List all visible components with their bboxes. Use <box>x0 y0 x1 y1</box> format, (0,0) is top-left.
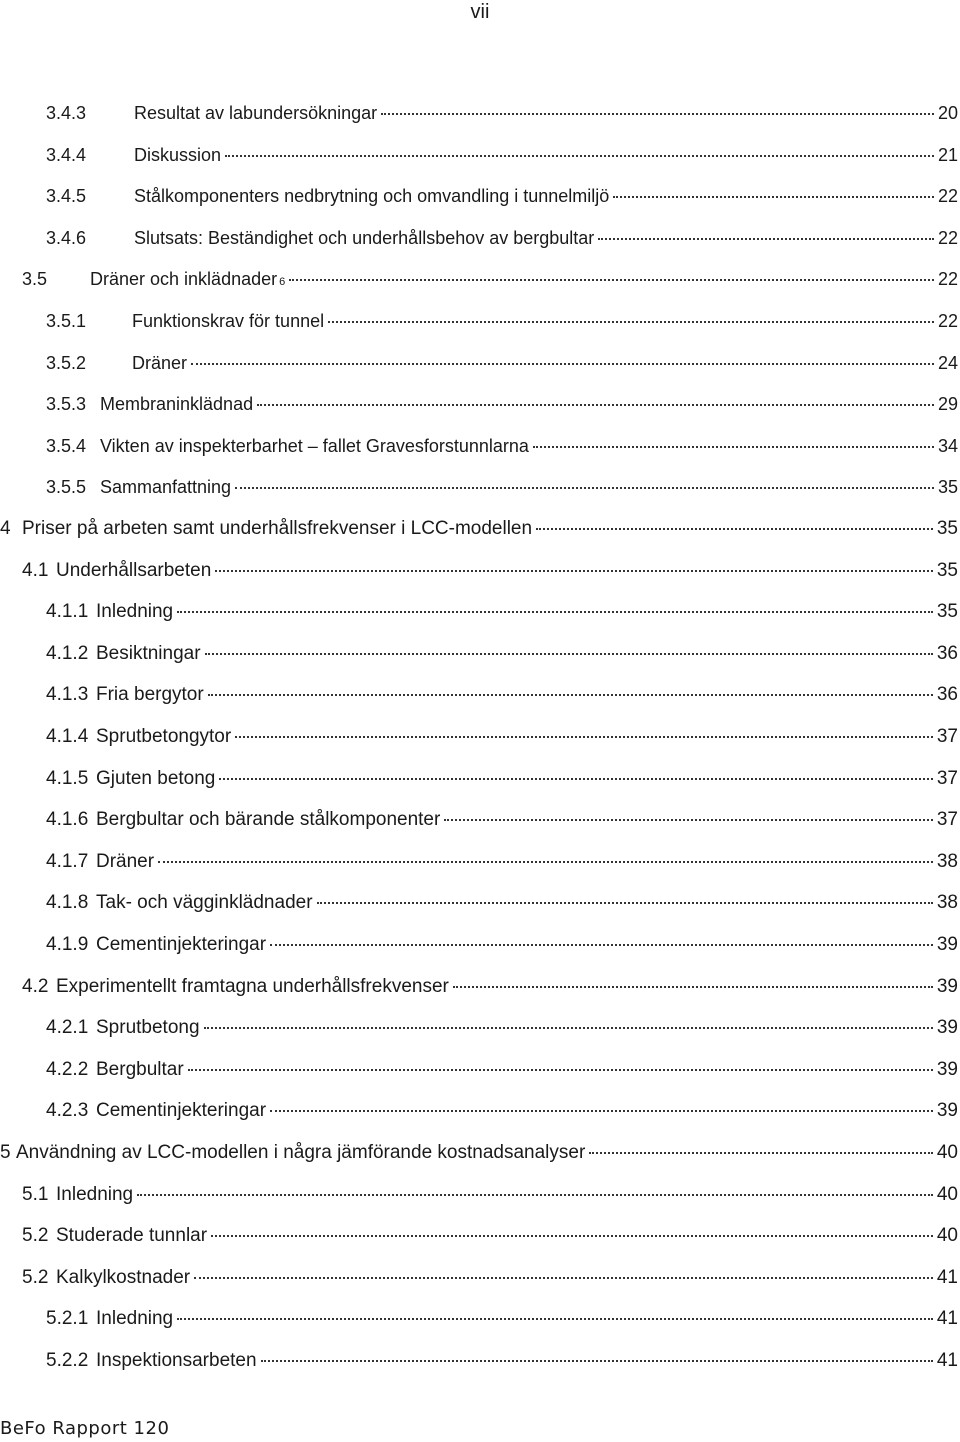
toc-entry[interactable] <box>22 1222 958 1250</box>
toc-entry[interactable] <box>46 224 958 252</box>
toc-entry[interactable] <box>46 1014 958 1042</box>
toc-entry-title: Stålkomponenters nedbrytning och omvandling i tunnelmiljö <box>134 186 610 206</box>
toc-entry-title: Inledning <box>56 1184 134 1205</box>
toc-entry[interactable] <box>0 515 958 543</box>
toc-entry[interactable] <box>22 973 958 1001</box>
toc-entry-number: 5.1 <box>22 1184 49 1205</box>
toc-entry-page: 39 <box>936 976 958 997</box>
toc-entry-number: 3.4.6 <box>46 228 87 248</box>
toc-entry-page: 29 <box>937 394 958 414</box>
toc-entry-page: 22 <box>937 311 958 331</box>
toc-dot-leader <box>194 1277 933 1279</box>
toc-dot-leader <box>613 196 934 198</box>
toc-entry-number: 5 <box>0 1142 11 1163</box>
toc-dot-leader <box>211 1235 933 1237</box>
toc-entry-page: 22 <box>937 186 958 206</box>
toc-dot-leader <box>235 736 933 738</box>
toc-entry-title: Sammanfattning <box>100 477 232 497</box>
toc-dot-leader <box>453 986 933 988</box>
toc-entry[interactable] <box>46 307 958 335</box>
toc-entry-number: 3.4.4 <box>46 145 87 165</box>
toc-entry[interactable] <box>22 1264 958 1292</box>
toc-entry[interactable] <box>46 390 958 418</box>
toc-entry-page: 41 <box>936 1308 958 1329</box>
toc-entry-number: 4.1.9 <box>46 934 89 955</box>
toc-entry-page: 35 <box>936 601 958 622</box>
toc-entry-number: 4.1.1 <box>46 601 89 622</box>
toc-entry-title: Inspektionsarbeten <box>96 1350 257 1371</box>
toc-entry-page: 37 <box>936 726 958 747</box>
toc-dot-leader <box>270 1110 933 1112</box>
toc-entry-page: 38 <box>936 851 958 872</box>
toc-entry-page: 35 <box>936 560 958 581</box>
toc-entry[interactable] <box>46 723 958 751</box>
toc-entry-title: Inledning <box>96 601 174 622</box>
toc-entry-title: Kalkylkostnader <box>56 1267 191 1288</box>
toc-dot-leader <box>444 819 933 821</box>
toc-dot-leader <box>188 1069 933 1071</box>
toc-entry-number: 3.5.2 <box>46 353 87 373</box>
toc-entry-title: Dräner och inklädnader <box>90 269 278 289</box>
toc-entry-title: Cementinjekteringar <box>96 1100 267 1121</box>
toc-entry-page: 39 <box>936 1059 958 1080</box>
toc-dot-leader <box>270 944 933 946</box>
toc-entry-title: Diskussion <box>134 145 222 165</box>
toc-dot-leader <box>219 778 932 780</box>
toc-entry-page: 36 <box>936 643 958 664</box>
toc-entry[interactable] <box>46 681 958 709</box>
toc-entry-title: Gjuten betong <box>96 768 216 789</box>
toc-entry-title: Experimentellt framtagna underhållsfrekvenser <box>56 976 449 997</box>
toc-dot-leader <box>289 279 934 281</box>
toc-entry-page: 40 <box>936 1184 958 1205</box>
toc-entry-title: Fria bergytor <box>96 684 204 705</box>
toc-dot-leader <box>208 694 933 696</box>
toc-dot-leader <box>137 1194 933 1196</box>
toc-entry-title: Membraninklädnad <box>100 394 254 414</box>
toc-entry-number: 5.2 <box>22 1267 49 1288</box>
toc-entry[interactable]: 3.5 Dräner och inklädnader 6 22 <box>22 265 958 293</box>
toc-dot-leader <box>598 238 934 240</box>
toc-dot-leader <box>158 861 933 863</box>
toc-entry-title: Resultat av labundersökningar <box>134 103 378 123</box>
toc-entry-number: 4.1.4 <box>46 726 89 747</box>
toc-entry-page: 20 <box>937 103 958 123</box>
toc-dot-leader <box>235 487 934 489</box>
toc-entry-number: 4.2 <box>22 976 49 997</box>
toc-entry-number: 4.1.5 <box>46 768 89 789</box>
toc-entry[interactable] <box>46 931 958 959</box>
toc-entry-page: 22 <box>937 269 958 289</box>
toc-entry[interactable] <box>46 1097 958 1125</box>
toc-entry-page: 24 <box>937 353 958 373</box>
toc-entry-page: 35 <box>936 518 958 539</box>
toc-entry-number: 3.4.5 <box>46 186 87 206</box>
toc-entry-title: Slutsats: Beständighet och underhållsbehov av bergbultar <box>134 228 595 248</box>
toc-entry-page: 40 <box>936 1225 958 1246</box>
toc-entry-page: 21 <box>937 145 958 165</box>
toc-entry[interactable] <box>46 848 958 876</box>
toc-dot-leader <box>205 653 933 655</box>
toc-entry-title: Sprutbetongytor <box>96 726 232 747</box>
toc-dot-leader <box>536 528 933 530</box>
toc-dot-leader <box>317 902 933 904</box>
toc-entry-title: Priser på arbeten samt underhållsfrekvenser i LCC-modellen <box>22 518 533 539</box>
toc-entry-title: Dräner <box>96 851 155 872</box>
toc-entry-page: 41 <box>936 1267 958 1288</box>
toc-entry-number: 3.5.4 <box>46 436 87 456</box>
footer-report-label: BeFo Rapport 120 <box>0 1418 170 1439</box>
toc-dot-leader <box>257 404 934 406</box>
toc-entry-page: 37 <box>936 768 958 789</box>
toc-entry-number: 5.2 <box>22 1225 49 1246</box>
toc-entry[interactable] <box>0 1139 958 1167</box>
toc-entry-page: 38 <box>936 892 958 913</box>
toc-dot-leader <box>177 611 933 613</box>
toc-entry-number: 4.1.8 <box>46 892 89 913</box>
toc-entry-page: 39 <box>936 1017 958 1038</box>
toc-entry-title: Funktionskrav för tunnel <box>132 311 325 331</box>
toc-entry-title: Besiktningar <box>96 643 201 664</box>
toc-entry[interactable] <box>46 640 958 668</box>
toc-entry-number: 4.1.2 <box>46 643 89 664</box>
toc-entry[interactable] <box>46 598 958 626</box>
toc-entry[interactable] <box>46 806 958 834</box>
toc-entry-page: 22 <box>937 228 958 248</box>
toc-entry[interactable] <box>46 141 958 169</box>
toc-entry[interactable] <box>46 1305 958 1333</box>
toc-entry-number: 4.2.1 <box>46 1017 89 1038</box>
page-number: vii <box>470 1 490 23</box>
toc-entry-number: 3.4.3 <box>46 103 87 123</box>
toc-entry[interactable] <box>46 349 958 377</box>
toc-entry-page: 34 <box>937 436 958 456</box>
toc-entry[interactable] <box>22 557 958 585</box>
toc-entry[interactable] <box>46 1347 958 1375</box>
toc-entry-number: 4.1 <box>22 560 49 581</box>
toc-entry-title: Inledning <box>96 1308 174 1329</box>
toc-entry-number: 4.2.2 <box>46 1059 89 1080</box>
toc-entry-title: Underhållsarbeten <box>56 560 212 581</box>
toc-entry-title: Sprutbetong <box>96 1017 200 1038</box>
toc-entry-number: 4.2.3 <box>46 1100 89 1121</box>
toc-entry[interactable] <box>46 99 958 127</box>
toc-entry-title: Användning av LCC-modellen i några jämförande kostnadsanalyser <box>16 1142 586 1163</box>
toc-entry-number: 3.5.5 <box>46 477 87 497</box>
toc-entry-title: Vikten av inspekterbarhet – fallet Gravesforstunnlarna <box>100 436 529 456</box>
toc-entry-number: 3.5 <box>22 269 48 289</box>
toc-dot-leader <box>215 570 933 572</box>
toc-dot-leader <box>381 113 934 115</box>
toc-entry-title: Tak- och vägginklädnader <box>96 892 313 913</box>
toc-dot-leader <box>533 446 934 448</box>
toc-entry-page: 37 <box>936 809 958 830</box>
toc-entry-title: Cementinjekteringar <box>96 934 267 955</box>
toc-dot-leader <box>225 155 934 157</box>
toc-dot-leader <box>177 1318 933 1320</box>
toc-entry-number: 5.2.1 <box>46 1308 89 1329</box>
toc-dot-leader <box>261 1360 933 1362</box>
toc-entry[interactable] <box>46 182 958 210</box>
toc-entry-number: 4.1.6 <box>46 809 89 830</box>
toc-entry[interactable] <box>46 1056 958 1084</box>
toc-dot-leader <box>191 363 934 365</box>
toc-entry-number: 4.1.3 <box>46 684 89 705</box>
toc-entry[interactable] <box>46 889 958 917</box>
toc-entry[interactable] <box>46 432 958 460</box>
toc-dot-leader <box>589 1152 933 1154</box>
toc-entry-page: 39 <box>936 934 958 955</box>
toc-entry-title: Bergbultar <box>96 1059 184 1080</box>
toc-entry-number: 3.5.1 <box>46 311 87 331</box>
toc-entry-page: 40 <box>936 1142 958 1163</box>
toc-entry-title: Studerade tunnlar <box>56 1225 208 1246</box>
toc-entry-number: 4 <box>0 518 11 539</box>
toc-entry-page: 39 <box>936 1100 958 1121</box>
toc-entry-number: 3.5.3 <box>46 394 87 414</box>
toc-entry-page: 41 <box>936 1350 958 1371</box>
toc-entry-page: 35 <box>937 477 958 497</box>
toc-entry[interactable] <box>46 765 958 793</box>
toc-entry-number: 4.1.7 <box>46 851 89 872</box>
toc-dot-leader <box>204 1027 933 1029</box>
toc-entry-title: Bergbultar och bärande stålkomponenter <box>96 809 441 830</box>
toc-entry-number: 5.2.2 <box>46 1350 89 1371</box>
toc-entry[interactable] <box>46 473 958 501</box>
toc-entry[interactable] <box>22 1181 958 1209</box>
toc-entry-title: Dräner <box>132 353 188 373</box>
toc-dot-leader <box>328 321 934 323</box>
toc-entry-page: 36 <box>936 684 958 705</box>
